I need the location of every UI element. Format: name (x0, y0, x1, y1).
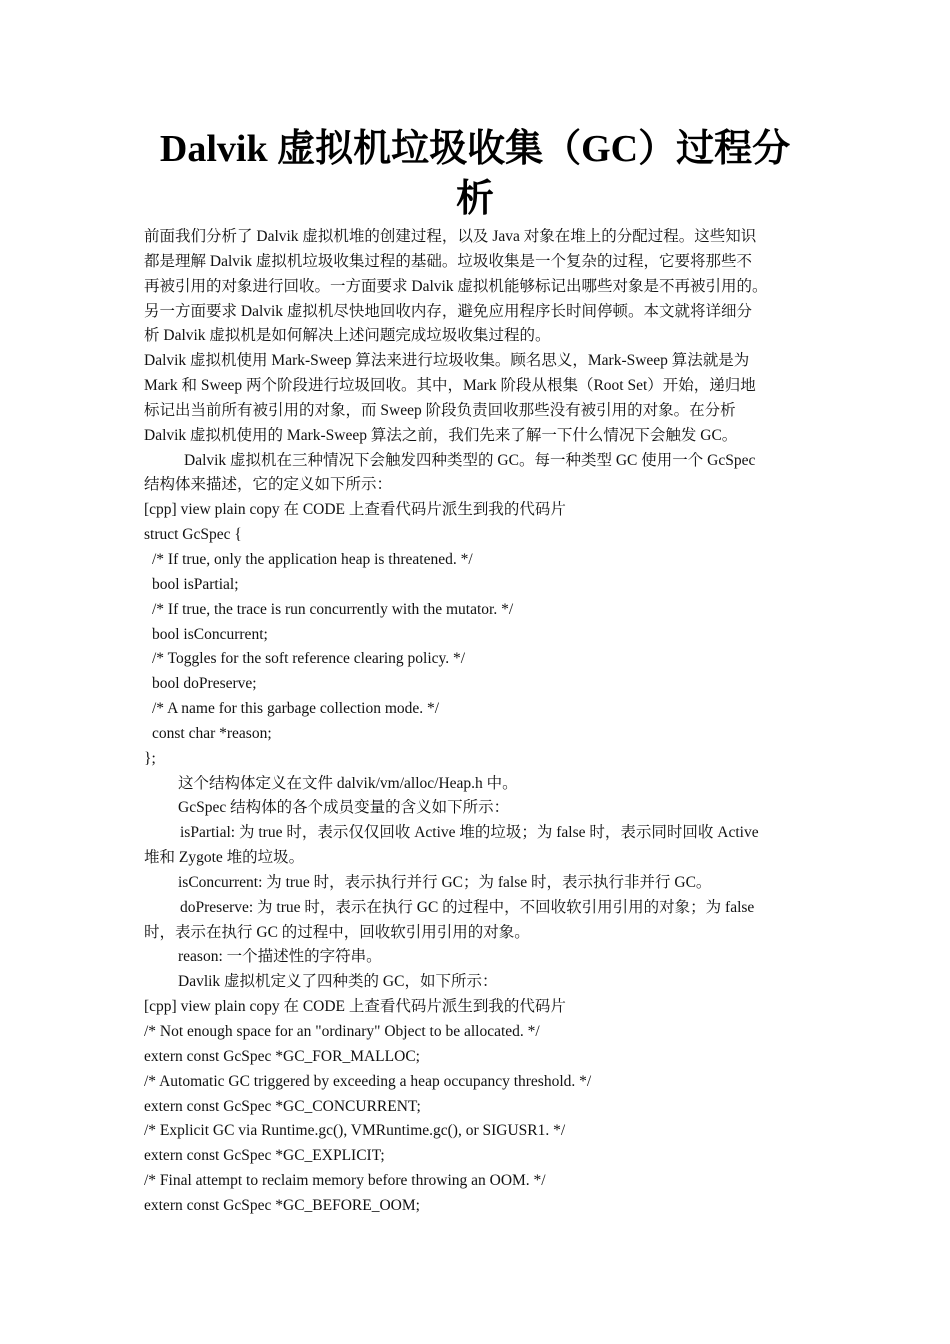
paragraph-line: 另一方面要求 Dalvik 虚拟机尽快地回收内存，避免应用程序长时间停顿。本文就将详细分 (144, 302, 752, 320)
title-line-2: 析 (455, 178, 494, 220)
document-body (144, 225, 826, 1219)
paragraph-line: isPartial: 为 true 时，表示仅仅回收 Active 堆的垃圾；为 false 时，表示同时回收 Active (180, 824, 759, 842)
paragraph-line: reason: 一个描述性的字符串。 (178, 948, 382, 966)
paragraph-line: 都是理解 Dalvik 虚拟机垃圾收集过程的基础。垃圾收集是一个复杂的过程，它要将那些不 (144, 252, 752, 270)
code-line: /* If true, only the application heap is threatened. */ (152, 550, 473, 568)
code-line: /* Not enough space for an "ordinary" Object to be allocated. */ (144, 1023, 540, 1040)
paragraph-line: Dalvik 虚拟机使用的 Mark-Sweep 算法之前，我们先来了解一下什么情况下会触发 GC。 (144, 426, 738, 444)
code-line: struct GcSpec { (144, 526, 242, 544)
paragraph-line: 前面我们分析了 Dalvik 虚拟机堆的创建过程，以及 Java 对象在堆上的分配过程。这些知识 (144, 228, 757, 245)
paragraph-line: isConcurrent: 为 true 时，表示执行并行 GC；为 false 时，表示执行非并行 GC。 (178, 873, 712, 891)
code-line: const char *reason; (152, 724, 272, 742)
code-header-line: [cpp] view plain copy 在 CODE 上查看代码片派生到我的代码片 (144, 501, 566, 519)
paragraph-line: Mark 和 Sweep 两个阶段进行垃圾回收。其中，Mark 阶段从根集（Root Set）开始，递归地 (144, 377, 756, 395)
code-line: /* Explicit GC via Runtime.gc(), VMRuntime.gc(), or SIGUSR1. */ (144, 1122, 566, 1140)
code-line: }; (144, 749, 156, 767)
paragraph-line: 结构体来描述，它的定义如下所示： (144, 476, 393, 494)
title-line-1: Dalvik 虚拟机垃圾收集（GC）过程分 (159, 128, 791, 170)
code-line: extern const GcSpec *GC_FOR_MALLOC; (144, 1047, 420, 1065)
document-title (120, 124, 830, 224)
paragraph-line: 标记出当前所有被引用的对象，而 Sweep 阶段负责回收那些没有被引用的对象。在分析 (144, 401, 736, 419)
code-line: /* A name for this garbage collection mode. */ (152, 700, 440, 718)
paragraph-line: 时，表示在执行 GC 的过程中，回收软引用引用的对象。 (144, 923, 530, 941)
paragraph-line: 这个结构体定义在文件 dalvik/vm/alloc/Heap.h 中。 (178, 774, 518, 792)
paragraph-line: 析 Dalvik 虚拟机是如何解决上述问题完成垃圾收集过程的。 (144, 327, 551, 345)
code-line: /* Automatic GC triggered by exceeding a heap occupancy threshold. */ (144, 1072, 592, 1090)
paragraph-line: doPreserve: 为 true 时，表示在执行 GC 的过程中，不回收软引用引用的对象；为 false (180, 898, 755, 916)
code-header-line: [cpp] view plain copy 在 CODE 上查看代码片派生到我的代码片 (144, 998, 566, 1016)
paragraph-line: GcSpec 结构体的各个成员变量的含义如下所示： (178, 799, 510, 817)
paragraph-line: Dalvik 虚拟机在三种情况下会触发四种类型的 GC。每一种类型 GC 使用一个 GcSpec (184, 451, 756, 469)
code-line: /* Toggles for the soft reference clearing policy. */ (152, 650, 466, 668)
code-line: bool doPreserve; (152, 675, 257, 693)
paragraph-line: 堆和 Zygote 堆的垃圾。 (144, 849, 305, 867)
code-line: extern const GcSpec *GC_BEFORE_OOM; (144, 1196, 420, 1214)
paragraph-line: 再被引用的对象进行回收。一方面要求 Dalvik 虚拟机能够标记出哪些对象是不再被引用的。 (144, 277, 768, 295)
code-line: extern const GcSpec *GC_EXPLICIT; (144, 1147, 385, 1165)
code-line: bool isPartial; (152, 575, 239, 593)
code-line: extern const GcSpec *GC_CONCURRENT; (144, 1097, 421, 1115)
code-line: /* Final attempt to reclaim memory before throwing an OOM. */ (144, 1172, 546, 1190)
paragraph-line: Davlik 虚拟机定义了四种类的 GC，如下所示： (178, 973, 498, 991)
paragraph-line: Dalvik 虚拟机使用 Mark-Sweep 算法来进行垃圾收集。顾名思义，Mark-Sweep 算法就是为 (144, 352, 750, 370)
code-line: /* If true, the trace is run concurrently with the mutator. */ (152, 600, 514, 618)
code-line: bool isConcurrent; (152, 625, 268, 643)
